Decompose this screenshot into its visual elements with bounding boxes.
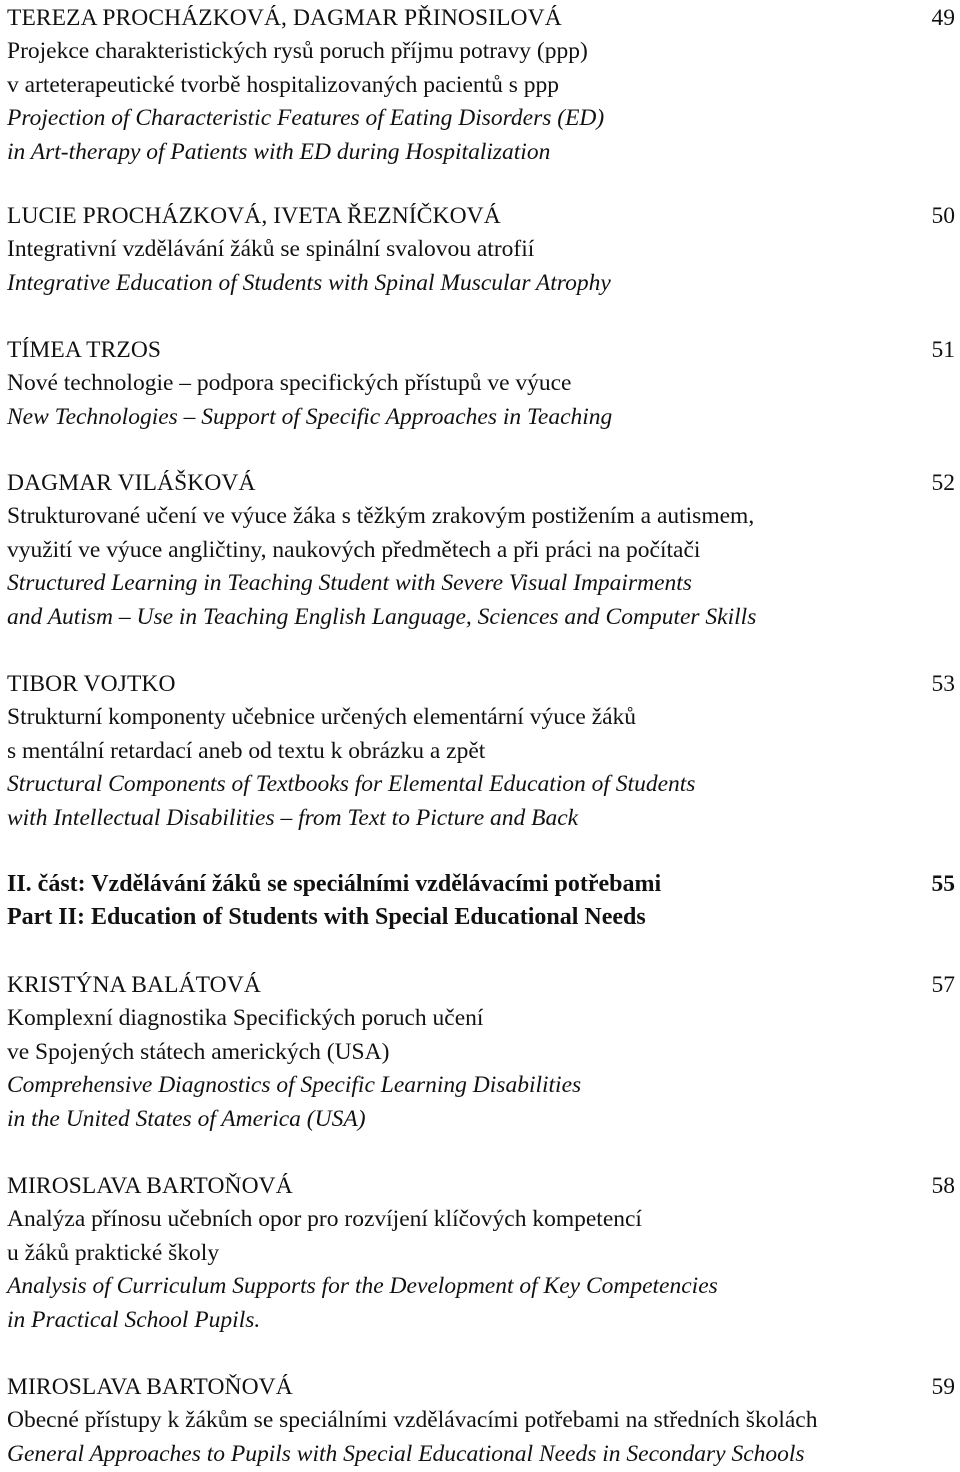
entry-title-english: in Art-therapy of Patients with ED during Hospitalization bbox=[7, 138, 551, 165]
entry-title-czech: Integrativní vzdělávání žáků se spinální svalovou atrofií bbox=[7, 236, 535, 263]
toc-entry bbox=[7, 200, 955, 300]
entry-title-english: and Autism – Use in Teaching English Language, Sciences and Computer Skills bbox=[7, 603, 757, 630]
section-title-english: Part II: Education of Students with Special Educational Needs bbox=[7, 904, 646, 931]
entry-title-czech: Analýza přínosu učebních opor pro rozvíjení klíčových kompetencí bbox=[7, 1206, 642, 1233]
entry-title-czech: ve Spojených státech amerických (USA) bbox=[7, 1038, 390, 1065]
entry-title-czech: Projekce charakteristických rysů poruch příjmu potravy (ppp) bbox=[7, 38, 588, 65]
toc-entry bbox=[7, 668, 955, 835]
toc-entry bbox=[7, 1371, 955, 1471]
entry-title-czech: Strukturní komponenty učebnice určených elementární výuce žáků bbox=[7, 704, 637, 731]
entry-author: MIROSLAVA BARTOŇOVÁ bbox=[7, 1374, 293, 1400]
entry-author: KRISTÝNA BALÁTOVÁ bbox=[7, 972, 261, 998]
entry-title-english: General Approaches to Pupils with Special Educational Needs in Secondary Schools bbox=[7, 1440, 805, 1467]
entry-title-english: with Intellectual Disabilities – from Text to Picture and Back bbox=[7, 804, 579, 831]
toc-entry bbox=[7, 467, 955, 634]
entry-author-line bbox=[7, 1371, 955, 1404]
entry-title-czech: Strukturované učení ve výuce žáka s těžkým zrakovým postižením a autismem, bbox=[7, 503, 755, 530]
entry-author-line bbox=[7, 969, 955, 1002]
entry-author-line bbox=[7, 668, 955, 701]
toc-entry bbox=[7, 1170, 955, 1337]
section-page-number: 55 bbox=[931, 871, 955, 897]
entry-author: DAGMAR VILÁŠKOVÁ bbox=[7, 470, 256, 496]
entry-title-czech: využití ve výuce angličtiny, naukových předmětech a při práci na počítači bbox=[7, 536, 701, 563]
toc-entry bbox=[7, 334, 955, 434]
entry-page-number: 50 bbox=[931, 203, 955, 229]
entry-page-number: 57 bbox=[931, 972, 955, 998]
entry-title-english: Structural Components of Textbooks for Elemental Education of Students bbox=[7, 771, 696, 798]
entry-page-number: 53 bbox=[931, 671, 955, 697]
entry-author-line bbox=[7, 467, 955, 500]
entry-author-line bbox=[7, 1170, 955, 1203]
entry-title-czech: Komplexní diagnostika Specifických poruch učení bbox=[7, 1005, 484, 1032]
section-heading bbox=[7, 868, 955, 935]
entry-title-czech: Obecné přístupy k žákům se speciálními vzdělávacími potřebami na středních školách bbox=[7, 1407, 818, 1434]
entry-title-english: Structured Learning in Teaching Student with Severe Visual Impairments bbox=[7, 570, 692, 597]
entry-author: TÍMEA TRZOS bbox=[7, 337, 162, 363]
entry-title-english: Integrative Education of Students with Spinal Muscular Atrophy bbox=[7, 269, 611, 296]
section-title-czech: II. část: Vzdělávání žáků se speciálními vzdělávacími potřebami bbox=[7, 871, 662, 897]
toc-entry bbox=[7, 2, 955, 169]
entry-title-english: in the United States of America (USA) bbox=[7, 1105, 366, 1132]
entry-title-czech: Nové technologie – podpora specifických přístupů ve výuce bbox=[7, 370, 572, 397]
entry-page-number: 59 bbox=[931, 1374, 955, 1400]
entry-page-number: 58 bbox=[931, 1173, 955, 1199]
toc-entry bbox=[7, 969, 955, 1136]
entry-author-line bbox=[7, 2, 955, 35]
entry-author-line bbox=[7, 200, 955, 233]
entry-page-number: 49 bbox=[931, 5, 955, 31]
entry-author: TIBOR VOJTKO bbox=[7, 671, 176, 697]
entry-author: MIROSLAVA BARTOŇOVÁ bbox=[7, 1173, 293, 1199]
entry-title-english: New Technologies – Support of Specific Approaches in Teaching bbox=[7, 403, 613, 430]
entry-author: LUCIE PROCHÁZKOVÁ, IVETA ŘEZNÍČKOVÁ bbox=[7, 203, 501, 229]
entry-title-czech: u žáků praktické školy bbox=[7, 1239, 220, 1266]
entry-title-english: Projection of Characteristic Features of Eating Disorders (ED) bbox=[7, 105, 605, 132]
section-title-czech-line bbox=[7, 868, 955, 901]
entry-title-english: Analysis of Curriculum Supports for the Development of Key Competencies bbox=[7, 1273, 718, 1300]
entry-title-czech: v arteterapeutické tvorbě hospitalizovaných pacientů s ppp bbox=[7, 71, 560, 98]
entry-page-number: 51 bbox=[931, 337, 955, 363]
entry-page-number: 52 bbox=[931, 470, 955, 496]
entry-title-english: in Practical School Pupils. bbox=[7, 1306, 261, 1333]
entry-title-english: Comprehensive Diagnostics of Specific Learning Disabilities bbox=[7, 1072, 582, 1099]
entry-author: TEREZA PROCHÁZKOVÁ, DAGMAR PŘINOSILOVÁ bbox=[7, 5, 562, 31]
entry-title-czech: s mentální retardací aneb od textu k obrázku a zpět bbox=[7, 737, 486, 764]
entry-author-line bbox=[7, 334, 955, 367]
